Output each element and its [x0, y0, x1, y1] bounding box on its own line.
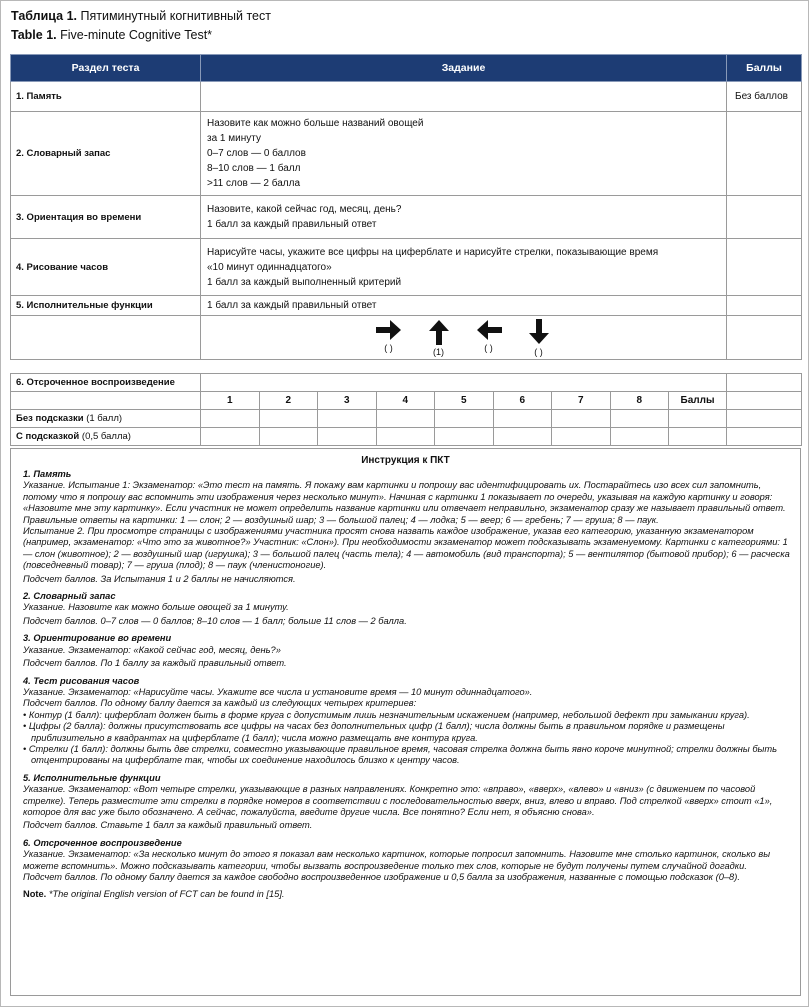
arrow-answer[interactable]: (1)	[433, 346, 444, 357]
recall-col: 2	[259, 392, 318, 410]
table-header-row	[11, 55, 802, 82]
arrows-group	[201, 319, 726, 357]
task-line: «10 минут одиннадцатого»	[207, 261, 332, 273]
instructions-section	[23, 773, 790, 832]
table-row	[11, 239, 802, 296]
instructions-section	[23, 591, 790, 627]
instructions-box	[10, 448, 801, 996]
score-text	[727, 112, 802, 196]
section-title: 6. Отсроченное воспроизведение	[23, 837, 182, 848]
recall-row-label	[11, 410, 201, 428]
paragraph: Подсчет баллов. За Испытания 1 и 2 баллы не начисляются.	[23, 573, 296, 584]
task-line: Нарисуйте часы, укажите все цифры на циферблате и нарисуйте стрелки, показывающие время	[207, 246, 659, 258]
recall-row-label	[11, 428, 201, 446]
recall-col: 4	[376, 392, 435, 410]
paragraph: Подсчет баллов. По одному баллу дается за каждый из следующих четырех критериев:	[23, 698, 417, 709]
paragraph: Подсчет баллов. 0–7 слов — 0 баллов; 8–10 слов — 1 балл; больше 11 слов — 2 балла.	[23, 615, 407, 626]
recall-cell[interactable]	[669, 410, 727, 428]
caption-en-label: Table 1.	[11, 28, 57, 42]
recall-header-row	[11, 392, 802, 410]
caption-ru-label: Таблица 1.	[11, 9, 77, 23]
section-title: 1. Память	[23, 469, 72, 479]
arrow-item	[467, 319, 511, 353]
recall-row-no-hint	[11, 410, 802, 428]
arrow-down-icon	[528, 319, 550, 345]
arrows-cell	[201, 316, 727, 360]
recall-cell[interactable]	[552, 428, 611, 446]
recall-cell[interactable]	[259, 410, 318, 428]
note-label: Note.	[23, 889, 47, 900]
table-note	[23, 889, 790, 900]
recall-title: 6. Отсроченное воспроизведение	[11, 374, 201, 392]
recall-row-hint	[11, 428, 802, 446]
paragraph: Указание. Экзаменатор: «Вот четыре стрелки, указывающие в разных направлениях. Конкретно это: «вправо», «вверх», «влево» и «вниз» (с движением по часовой стрелке). Теперь разместите эти стрелки в порядке номеров в соответствии с последовательностью вверх, вниз, влево и вправо. Под стрелкой «вверх» стоит «1», которое для вас уже было обозначено. А сейчас, пожалуйста, введите другие числа. Все понятно? Если нет, я объясню снова».	[23, 784, 773, 817]
score-text	[727, 296, 802, 316]
caption-ru-title: Пятиминутный когнитивный тест	[80, 9, 271, 23]
paragraph: Указание. Испытание 1: Экзаменатор: «Это тест на память. Я покажу вам картинки и попрошу вас идентифицировать их. Постарайтесь изо всех сил запомнить, потому что я попрошу вас вспомнить эти изображения через несколько минут». Начиная с картинки 1 показывает по очереди, указывая на каждую картинку и говоря: «Назовите мне эту картинку». Если участник не может определить название картинки или отвечает неправильно, экзаменатор сразу же называет правильный ответ. Правильные ответы на картинки: 1 — слон; 2 — воздушный шар; 3 — большой палец; 4 — лодка; 5 — веер; 6 — гребень; 7 — груша; 8 — паук.	[23, 480, 786, 525]
recall-title-empty	[201, 374, 727, 392]
recall-cell[interactable]	[669, 428, 727, 446]
recall-cell[interactable]	[376, 410, 435, 428]
paragraph: Подсчет баллов. Ставьте 1 балл за каждый правильный ответ.	[23, 820, 313, 831]
instructions-section	[23, 838, 790, 884]
paragraph: Указание. Экзаменатор: «За несколько минут до этого я показал вам несколько картинок, которые попросил запомнить. Назовите мне столько картинок, сколько вы можете вспомнить». Можно подсказывать категории, чтобы вызвать воспроизведение только тех слов, которые не будут получены путем случайной догадки.	[23, 849, 771, 871]
recall-title-row	[11, 374, 802, 392]
task-text	[201, 112, 727, 196]
section-name: 1. Память	[11, 82, 201, 112]
arrows-empty-left	[11, 316, 201, 360]
arrow-up-icon	[428, 319, 450, 345]
arrow-answer[interactable]: ( )	[384, 342, 393, 353]
score-text: Без баллов	[727, 82, 802, 112]
recall-cell[interactable]	[201, 410, 260, 428]
table-row	[11, 112, 802, 196]
task-line: 0–7 слов — 0 баллов	[207, 148, 306, 159]
section-name: 3. Ориентация во времени	[11, 196, 201, 239]
instructions-section	[23, 469, 790, 585]
bullet-item: • Стрелки (1 балл): должны быть две стрелки, совместно указывающие правильное время, часовая стрелка должна быть явно короче минутной; стрелки должны быть отцентрированы на циферблате так, чтобы их соединение находилось близко к центру часов.	[23, 743, 778, 766]
section-title: 3. Ориентирование во времени	[23, 633, 172, 644]
task-line: Назовите, какой сейчас год, месяц, день?	[207, 204, 402, 215]
task-text	[201, 196, 727, 239]
recall-row-label-rest: (1 балл)	[83, 413, 123, 424]
section-title: 2. Словарный запас	[23, 591, 116, 602]
recall-col: 5	[435, 392, 494, 410]
recall-row-label-rest: (0,5 балла)	[79, 431, 131, 442]
arrow-answer[interactable]: ( )	[534, 346, 543, 357]
arrows-empty-right	[727, 316, 802, 360]
recall-cell[interactable]	[318, 428, 377, 446]
table-row	[11, 196, 802, 239]
task-line: 1 балл за каждый правильный ответ	[207, 300, 377, 311]
test-table	[10, 54, 802, 360]
header-section: Раздел теста	[11, 55, 201, 82]
caption-ru	[11, 9, 271, 24]
section-name: 4. Рисование часов	[11, 239, 201, 296]
arrow-left-icon	[476, 319, 502, 341]
task-text	[201, 82, 727, 112]
instructions-body	[11, 469, 800, 901]
recall-header-score	[727, 392, 802, 410]
recall-col: 1	[201, 392, 260, 410]
section-title: 5. Исполнительные функции	[23, 772, 161, 783]
recall-cell[interactable]	[552, 410, 611, 428]
table-row	[11, 82, 802, 112]
recall-row-label-bold: С подсказкой	[16, 431, 80, 442]
instructions-section	[23, 633, 790, 669]
paragraph: Указание. Назовите как можно больше овощей за 1 минуту.	[23, 602, 289, 613]
arrow-answer[interactable]: ( )	[484, 342, 493, 353]
arrow-right-icon	[376, 319, 402, 341]
arrow-item	[367, 319, 411, 353]
recall-col: 8	[610, 392, 669, 410]
recall-cell[interactable]	[727, 410, 802, 428]
section-name: 5. Исполнительные функции	[11, 296, 201, 316]
arrow-item	[517, 319, 561, 357]
recall-col: Баллы	[669, 392, 727, 410]
recall-col: 3	[318, 392, 377, 410]
paragraph: Указание. Экзаменатор: «Какой сейчас год, месяц, день?»	[23, 644, 281, 655]
section-title: 4. Тест рисования часов	[23, 675, 140, 686]
paragraph: Испытание 2. При просмотре страницы с изображениями участника просят снова назвать каждое изображение, указав его категорию, указанную экзаменатором (например, экзаменатор: «Что это за животное?» Участник: «Слон»). При необходимости экзаменатор может подсказывать экзаменуемому. Картинки с категориями: 1 — слон (животное); 2 — воздушный шар (игрушка); 3 — большой палец (часть тела); 4 — автомобиль (вид транспорта); 5 — вентилятор (бытовой прибор); 6 — расческа (повседневный товар); 7 — груша (плод); 8 — паук (членистоногие).	[23, 526, 790, 571]
arrows-row	[11, 316, 802, 360]
score-text	[727, 239, 802, 296]
instructions-section	[23, 676, 790, 767]
recall-col: 6	[493, 392, 552, 410]
recall-cell[interactable]	[435, 428, 494, 446]
task-line: Назовите как можно больше названий овощей	[207, 118, 424, 129]
header-task: Задание	[201, 55, 727, 82]
recall-cell[interactable]	[727, 428, 802, 446]
paragraph: Подсчет баллов. По одному баллу дается за каждое свободно воспроизведенное изображение и 0,5 балла за изображения, названные с помощью подсказок (0–8).	[23, 872, 740, 882]
instructions-title: Инструкция к ПКТ	[361, 455, 450, 466]
task-line: 1 балл за каждый выполненный критерий	[207, 276, 402, 288]
recall-cell[interactable]	[610, 410, 669, 428]
task-text	[201, 296, 727, 316]
bullet-item: • Контур (1 балл): циферблат должен быть в форме круга с допустимым лишь незначительным искажением (например, небольшой дефект при замыкании круга).	[23, 709, 750, 720]
recall-table	[10, 373, 802, 446]
recall-cell[interactable]	[376, 428, 435, 446]
recall-cell[interactable]	[493, 428, 552, 446]
header-score: Баллы	[727, 55, 802, 82]
recall-cell[interactable]	[435, 410, 494, 428]
bullet-item: • Цифры (2 балла): должны присутствовать все цифры на часах без дополнительных цифр (1 балл); числа должны быть в правильном порядке и размещены приблизительно в квадрантах на циферблате (1 балл); числа можно размещать вне контура круга.	[23, 721, 725, 743]
recall-cell[interactable]	[493, 410, 552, 428]
arrow-item	[417, 319, 461, 357]
task-line: 1 балл за каждый правильный ответ	[207, 219, 377, 230]
paragraph: Подсчет баллов. По 1 баллу за каждый правильный ответ.	[23, 658, 287, 669]
section-name: 2. Словарный запас	[11, 112, 201, 196]
paragraph: Указание. Экзаменатор: «Нарисуйте часы. Укажите все числа и установите время — 10 минут одиннадцатого».	[23, 686, 533, 697]
task-line: 8–10 слов — 1 балл	[207, 163, 301, 174]
note-text: *The original English version of FCT can be found in [15].	[46, 889, 285, 900]
recall-header-empty	[11, 392, 201, 410]
task-text	[201, 239, 727, 296]
caption-en-title: Five-minute Cognitive Test*	[60, 28, 213, 42]
task-line: за 1 минуту	[207, 133, 261, 144]
score-text	[727, 196, 802, 239]
recall-cell[interactable]	[610, 428, 669, 446]
recall-title-score	[727, 374, 802, 392]
recall-cell[interactable]	[318, 410, 377, 428]
recall-cell[interactable]	[201, 428, 260, 446]
recall-row-label-bold: Без подсказки	[16, 413, 84, 424]
table-row	[11, 296, 802, 316]
caption-en	[11, 28, 212, 43]
recall-cell[interactable]	[259, 428, 318, 446]
task-line: >11 слов — 2 балла	[207, 178, 301, 189]
recall-col: 7	[552, 392, 611, 410]
